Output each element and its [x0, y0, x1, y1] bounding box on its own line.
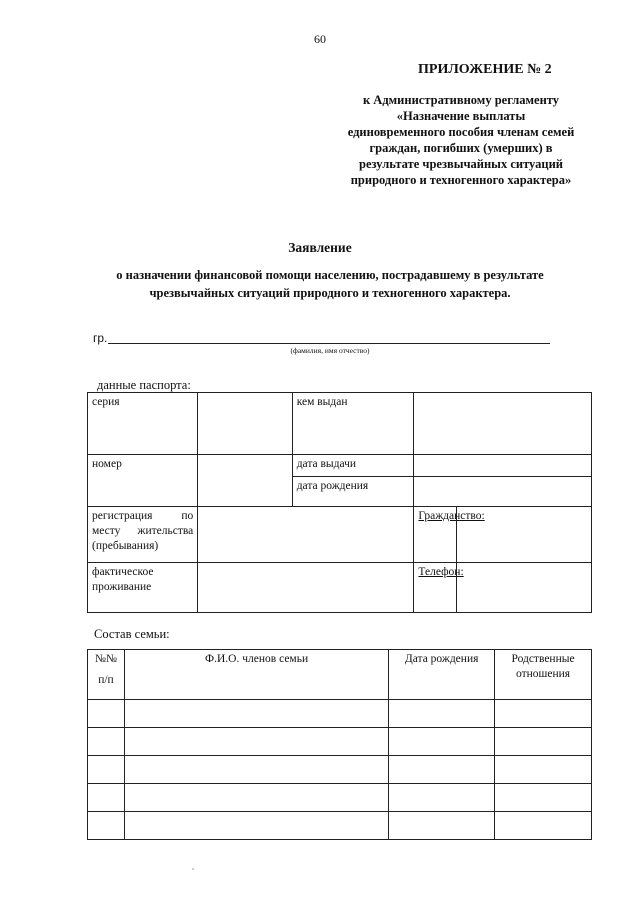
header-number [88, 650, 125, 700]
applicant-name-hint: (фамилия, имя отчество) [290, 346, 370, 355]
header-relation-line: отношения [515, 668, 571, 680]
header-birth-date: Дата рождения [389, 650, 495, 700]
header-name: Ф.И.О. членов семьи [124, 650, 388, 700]
actual-residence-label [88, 563, 198, 613]
row-number-cell[interactable] [88, 784, 125, 812]
number-label: номер [88, 455, 198, 507]
actual-residence-field[interactable] [198, 563, 414, 613]
birth-date-field[interactable] [414, 477, 592, 507]
header-relation-line: Родственные [511, 653, 575, 665]
issue-date-label: дата выдачи [292, 455, 414, 477]
passport-section-label: данные паспорта: [97, 378, 191, 392]
row-birth-date-cell[interactable] [389, 812, 495, 840]
row-name-cell[interactable] [124, 700, 388, 728]
registration-label [88, 507, 198, 563]
regulation-line: результате чрезвычайных ситуаций [359, 157, 563, 171]
regulation-line: единовременного пособия членам семей [347, 125, 575, 139]
row-number-cell[interactable] [88, 700, 125, 728]
regulation-line: природного и техногенного характера» [350, 173, 572, 187]
actual-residence-line: проживание [92, 581, 152, 593]
citizenship-label: Гражданство: [418, 510, 485, 522]
family-table [87, 649, 592, 840]
subtitle-line: о назначении финансовой помощи населению, пострадавшему в результате [116, 268, 544, 282]
row-number-cell[interactable] [88, 728, 125, 756]
issue-date-field[interactable] [414, 455, 592, 477]
series-field[interactable] [198, 393, 292, 455]
birth-date-label: дата рождения [292, 477, 414, 507]
registration-line: (пребывания) [92, 540, 159, 552]
subtitle-line: чрезвычайных ситуаций природного и техногенного характера. [149, 286, 511, 300]
citizenship-cell[interactable] [414, 507, 592, 563]
row-relation-cell[interactable] [495, 784, 592, 812]
document-subtitle [100, 266, 560, 302]
regulation-line: к Административному регламенту [362, 93, 559, 107]
applicant-name-field[interactable] [108, 343, 550, 344]
row-name-cell[interactable] [124, 784, 388, 812]
passport-table [87, 392, 592, 613]
header-number-line: п/п [98, 674, 114, 686]
phone-cell[interactable] [414, 563, 592, 613]
table-row [88, 700, 592, 728]
header-relation [495, 650, 592, 700]
phone-label: Телефон: [418, 566, 464, 578]
row-name-cell[interactable] [124, 812, 388, 840]
row-number-cell[interactable] [88, 812, 125, 840]
issued-by-field[interactable] [414, 393, 592, 455]
number-field[interactable] [198, 455, 292, 507]
document-title: Заявление [288, 240, 352, 255]
row-name-cell[interactable] [124, 728, 388, 756]
appendix-title: ПРИЛОЖЕНИЕ № 2 [418, 62, 552, 77]
registration-field[interactable] [198, 507, 414, 563]
table-row [88, 756, 592, 784]
row-birth-date-cell[interactable] [389, 728, 495, 756]
row-relation-cell[interactable] [495, 700, 592, 728]
row-name-cell[interactable] [124, 756, 388, 784]
regulation-line: «Назначение выплаты [396, 109, 526, 123]
column-divider [456, 506, 457, 612]
row-relation-cell[interactable] [495, 728, 592, 756]
table-row [88, 728, 592, 756]
row-birth-date-cell[interactable] [389, 756, 495, 784]
regulation-reference [330, 92, 592, 188]
issued-by-label: кем выдан [292, 393, 414, 455]
family-section-label: Состав семьи: [94, 627, 170, 641]
actual-residence-line: фактическое [92, 566, 154, 578]
regulation-line: граждан, погибших (умерших) в [369, 141, 553, 155]
table-row [88, 812, 592, 840]
table-row [88, 784, 592, 812]
row-birth-date-cell[interactable] [389, 700, 495, 728]
row-relation-cell[interactable] [495, 812, 592, 840]
registration-line: регистрация по [92, 510, 194, 522]
row-relation-cell[interactable] [495, 756, 592, 784]
row-number-cell[interactable] [88, 756, 125, 784]
header-number-line: №№ [94, 653, 117, 665]
page-number: 60 [314, 32, 326, 46]
applicant-prefix: гр. [93, 331, 108, 345]
row-birth-date-cell[interactable] [389, 784, 495, 812]
scan-speck [192, 868, 194, 870]
series-label: серия [88, 393, 198, 455]
registration-line: месту жительства [92, 525, 194, 537]
